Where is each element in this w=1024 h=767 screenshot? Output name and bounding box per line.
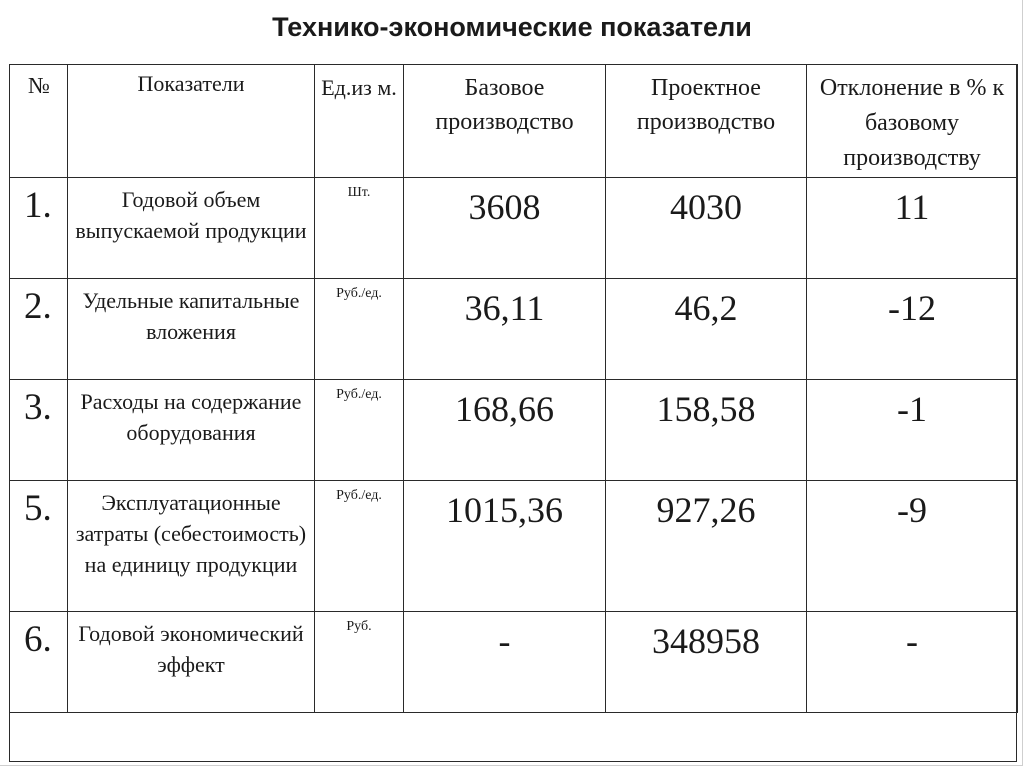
indicators-table — [9, 64, 1018, 713]
header-project-production: Проектное производство — [606, 65, 807, 178]
table-row — [10, 178, 1018, 279]
row-deviation-value: -12 — [807, 279, 1018, 380]
header-number: № — [10, 65, 68, 178]
row-unit: Руб./ед. — [315, 481, 404, 612]
row-base-value: 168,66 — [404, 380, 606, 481]
row-deviation-value: -9 — [807, 481, 1018, 612]
header-base-production: Базовое производство — [404, 65, 606, 178]
row-base-value: 3608 — [404, 178, 606, 279]
row-indicator: Эксплуатационные затраты (себестоимость) на единицу продукции — [68, 481, 315, 612]
row-number: 6. — [10, 612, 68, 713]
table-row — [10, 279, 1018, 380]
row-number: 2. — [10, 279, 68, 380]
row-deviation-value: - — [807, 612, 1018, 713]
table-header-row — [10, 65, 1018, 178]
row-base-value: 36,11 — [404, 279, 606, 380]
row-indicator: Расходы на содержание оборудования — [68, 380, 315, 481]
row-project-value: 158,58 — [606, 380, 807, 481]
header-deviation: Отклонение в % к базовому производству — [807, 65, 1018, 178]
row-indicator: Годовой объем выпускаемой продукции — [68, 178, 315, 279]
row-project-value: 46,2 — [606, 279, 807, 380]
header-unit: Ед.из м. — [315, 65, 404, 178]
header-indicator: Показатели — [68, 65, 315, 178]
row-indicator: Удельные капитальные вложения — [68, 279, 315, 380]
row-number: 1. — [10, 178, 68, 279]
page-title: Технико-экономические показатели — [272, 12, 752, 42]
row-unit: Шт. — [315, 178, 404, 279]
row-project-value: 4030 — [606, 178, 807, 279]
table-row — [10, 380, 1018, 481]
row-project-value: 927,26 — [606, 481, 807, 612]
row-unit: Руб. — [315, 612, 404, 713]
row-base-value: 1015,36 — [404, 481, 606, 612]
row-indicator: Годовой экономический эффект — [68, 612, 315, 713]
row-number: 5. — [10, 481, 68, 612]
row-unit: Руб./ед. — [315, 279, 404, 380]
row-unit: Руб./ед. — [315, 380, 404, 481]
row-number: 3. — [10, 380, 68, 481]
row-project-value: 348958 — [606, 612, 807, 713]
table-row — [10, 481, 1018, 612]
row-base-value: - — [404, 612, 606, 713]
table-row — [10, 612, 1018, 713]
row-deviation-value: 11 — [807, 178, 1018, 279]
row-deviation-value: -1 — [807, 380, 1018, 481]
